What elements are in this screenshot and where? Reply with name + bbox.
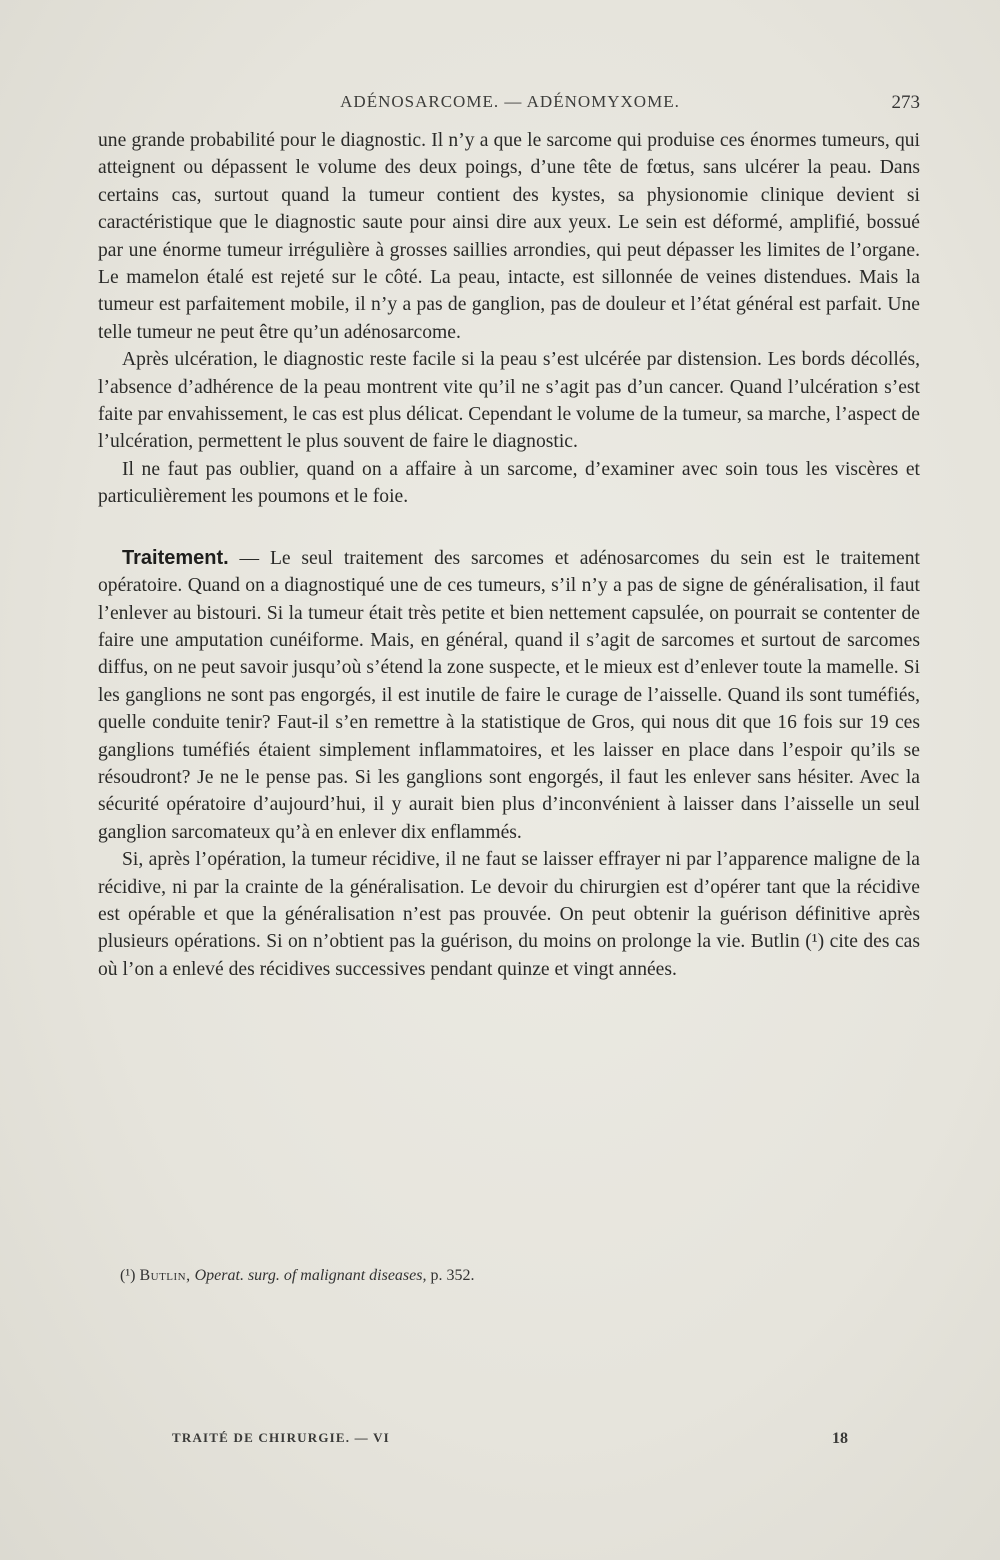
footnote-page: p. 352. xyxy=(430,1267,475,1284)
paragraph-diagnosis-continued: une grande probabilité pour le diagnostic. Il n’y a que le sarcome qui produise ces énormes tumeurs, qui atteignent ou dépassent le volume des deux poings, d’une tête de fœtus, sans ulcérer la peau. Dans certains cas, surtout quand la tumeur contient des kystes, sa physionomie clinique devient si caractéristique que le diagnostic saute pour ainsi dire aux yeux. Le sein est déformé, amplifié, bossué par une énorme tumeur irrégulière à grosses saillies arrondies, qui peut dépasser les limites de l’organe. Le mamelon étalé est rejeté sur le côté. La peau, intacte, est sillonnée de veines distendues. Mais la tumeur est parfaitement mobile, il n’y a pas de ganglion, pas de douleur et l’état général est parfait. Une telle tumeur ne peut être qu’un adénosarcome. xyxy=(98,130,920,343)
footnote-author: Butlin, xyxy=(139,1267,191,1284)
paragraph-recurrence: Si, après l’opération, la tumeur récidive, il ne faut se laisser effrayer ni par l’apparence maligne de la récidive, ni par la crainte de la généralisation. Le devoir du chirurgien est d’opérer tant que la récidive est opérable et que la généralisation n’est pas prouvée. On peut obtenir la guérison définitive après plusieurs opérations. Si on n’obtient pas la guérison, du moins on prolonge la vie. Butlin (¹) cite des cas où l’on a enlevé des récidives successives pendant quinze et vingt années. xyxy=(98,849,920,980)
page-footer xyxy=(172,1430,848,1454)
body-text xyxy=(98,127,920,983)
footnote xyxy=(120,1267,920,1285)
paragraph-treatment xyxy=(98,545,920,846)
footer-signature-mark: 18 xyxy=(832,1430,848,1447)
footnote-marker: (¹) xyxy=(120,1267,136,1284)
treatment-text: — Le seul traitement des sarcomes et adénosarcomes du sein est le traitement opératoire. Quand on a diagnostiqué une de ces tumeurs, s’il n’y a pas de signe de généralisation, il faut l’enlever au bistouri. Si la tumeur était très petite et bien nettement capsulée, on pourrait se contenter de faire une amputation cunéiforme. Mais, en général, quand il s’agit de sarcomes et surtout de sarcomes diffus, on ne peut savoir jusqu’où s’étend la zone suspecte, et le mieux est d’enlever toute la mamelle. Si les ganglions ne sont pas engorgés, il est inutile de faire le curage de l’aisselle. Quand ils sont tuméfiés, quelle conduite tenir? Faut-il s’en remettre à la statistique de Gros, qui nous dit que 16 fois sur 19 ces ganglions tuméfiés étaient simplement inflammatoires, et les laisser en place dans l’espoir qu’ils se résoudront? Je ne le pense pas. Si les ganglions sont engorgés, il faut les enlever sans hésiter. Avec la sécurité opératoire d’aujourd’hui, il y aurait bien plus d’inconvénient à laisser dans l’aisselle un seul ganglion sarcomateux qu’à en enlever dix enflammés. xyxy=(98,547,920,843)
paragraph-viscera: Il ne faut pas oublier, quand on a affaire à un sarcome, d’examiner avec soin tous les viscères et particulièrement les poumons et le foie. xyxy=(98,458,920,508)
footnote-work: Operat. surg. of malignant diseases, xyxy=(194,1267,427,1284)
section-heading-traitement: Traitement. xyxy=(122,546,229,569)
running-title: ADÉNOSARCOME. — ADÉNOMYXOME. xyxy=(340,92,680,111)
footer-book-title: TRAITÉ DE CHIRURGIE. — VI xyxy=(172,1430,390,1445)
running-header xyxy=(100,92,920,120)
page-number: 273 xyxy=(891,92,920,113)
paragraph-ulceration: Après ulcération, le diagnostic reste facile si la peau s’est ulcérée par distension. Les bords décollés, l’absence d’adhérence de la peau montrent vite qu’il ne s’agit pas d’un cancer. Quand l’ulcération s’est faite par envahissement, le cas est plus délicat. Cependant le volume de la tumeur, sa marche, l’aspect de l’ulcération, permettent le plus souvent de faire le diagnostic. xyxy=(98,349,920,453)
